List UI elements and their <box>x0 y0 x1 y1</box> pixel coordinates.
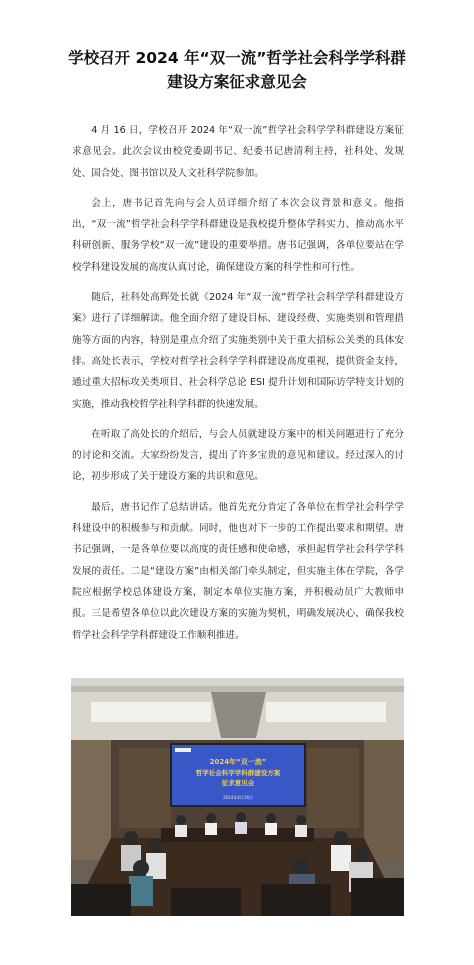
article-paragraph: 随后，社科处高辉处长就《2024 年“双一流”哲学社会科学学科群建设方案》进行了详细解读。他全面介绍了建设目标、建设经费、实施类别和管理措施等方面的内容，特别是重点介绍了实施类别中关于重大招标公关类的具体安排。高处长表示，学校对哲学社会科学学科群建设高度重视，提供资金支持，通过重大招标攻关类项目、社会科学总论 ESI 提升计划和国际访学特支计划的实施，推动我校哲学社科学科群的快速发展。 <box>72 292 404 410</box>
chair <box>261 884 331 916</box>
chair <box>351 878 404 916</box>
screen-date: 2024年4月16日 <box>223 795 253 800</box>
ceiling-light <box>266 702 386 722</box>
article-title <box>40 46 434 94</box>
article-paragraph: 最后，唐书记作了总结讲话。他首先充分肯定了各单位在哲学社会科学学科建设中的积极参与和贡献。同时，他也对下一步的工作提出要求和期望。唐书记强调，一是各单位要以高度的责任感和使命感，承担起哲学社会科学学科发展的责任。二是“建设方案”由相关部门牵头制定，但实施主体在学院，各学院应根据学校总体建设方案，制定本单位实施方案，并积极动员广大教师申报。三是希望各单位以此次建设方案的实施为契机，明确发展决心，确保我校哲学社会科学学科群建设工作顺利推进。 <box>72 501 404 641</box>
screen-subtitle-line-2: 征求意见会 <box>221 779 255 787</box>
article-body <box>72 120 404 655</box>
chair <box>71 884 131 916</box>
screen-subtitle-line-1: 哲学社会科学学科群建设方案 <box>195 769 281 777</box>
article-title-line-1: 学校召开 2024 年“双一流”哲学社会科学学科群 <box>68 49 406 67</box>
article-paragraph: 在听取了高处长的介绍后，与会人员就建设方案中的相关问题进行了充分的讨论和交流。大家纷纷发言，提出了许多宝贵的意见和建议。经过深入的讨论，初步形成了关于建设方案的共识和意见。 <box>72 428 404 483</box>
meeting-photo-illustration <box>71 678 404 916</box>
article-paragraph: 会上，唐书记首先向与会人员详细介绍了本次会议背景和意义。他指出，“双一流”哲学社会科学学科群建设是我校提升整体学科实力、推动高水平科研创新、服务学校“双一流”建设的重要举措。唐书记强调，各单位要站在学校学科建设发展的高度认真讨论，确保建设方案的科学性和可行性。 <box>72 197 404 273</box>
chair <box>171 888 241 916</box>
ceiling-light <box>91 702 211 722</box>
school-logo <box>175 748 191 752</box>
meeting-photo <box>71 678 404 916</box>
article-paragraph: 4 月 16 日，学校召开 2024 年“双一流”哲学社会科学学科群建设方案征求意见会。此次会议由校党委副书记、纪委书记唐清利主持，社科处、发规处、国合处、图书馆以及人文社科学院参加。 <box>72 125 404 179</box>
screen-title: 2024年“双一流” <box>209 758 267 766</box>
article-title-line-2: 建设方案征求意见会 <box>167 73 307 91</box>
